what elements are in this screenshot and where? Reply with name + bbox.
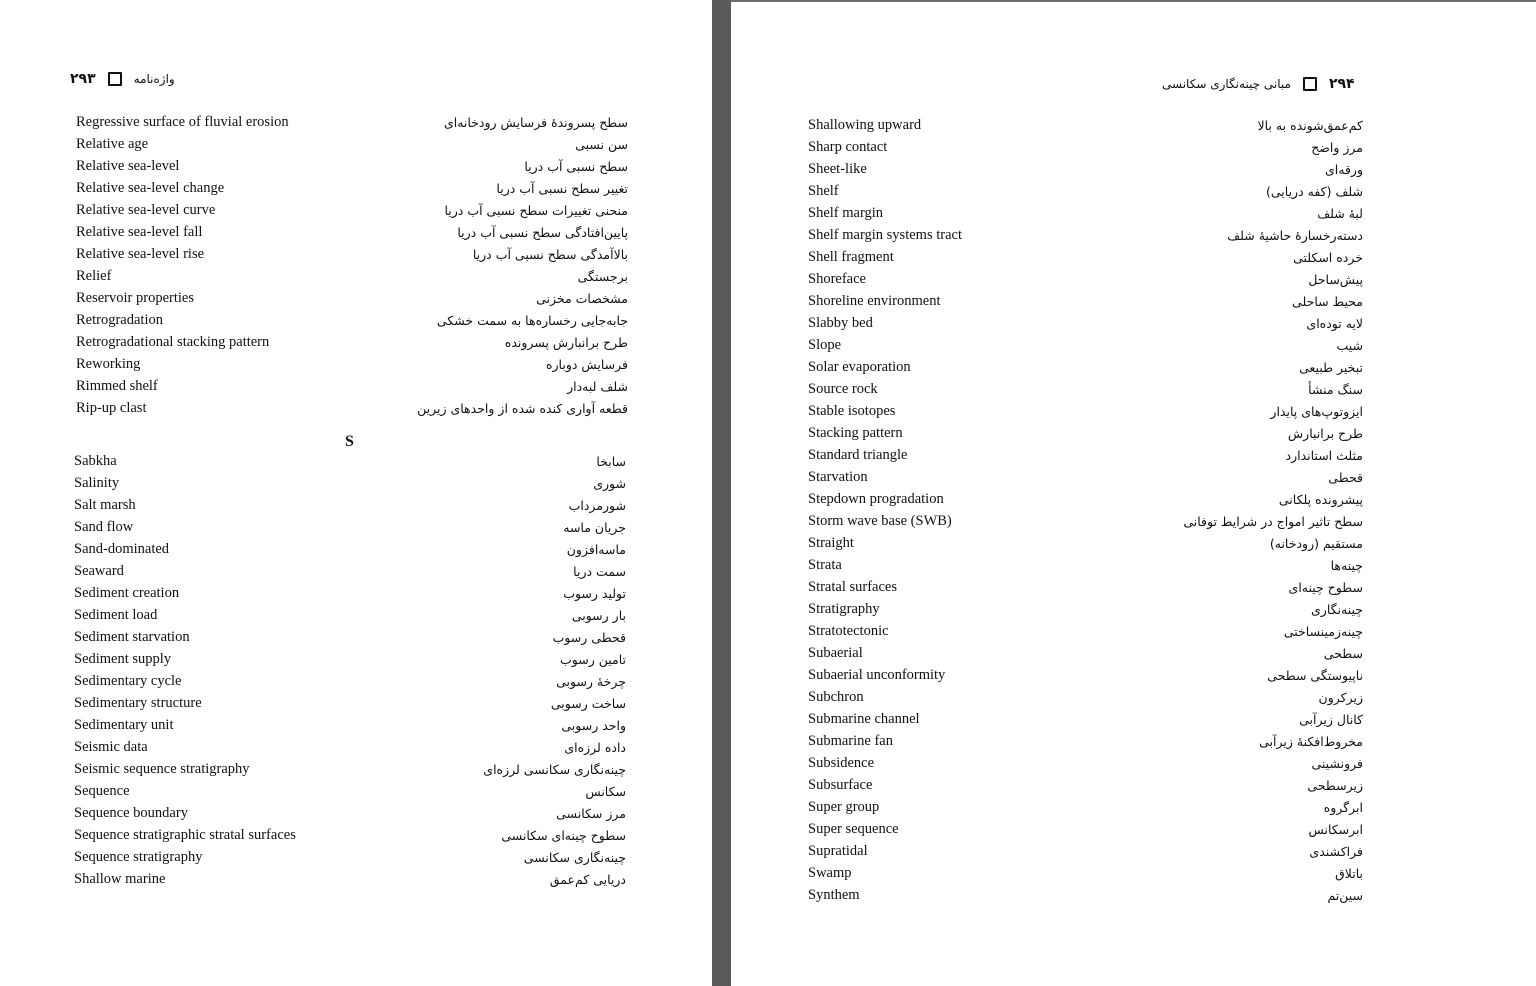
glossary-entry	[808, 884, 1363, 906]
persian-term: سمت دریا	[573, 564, 626, 579]
glossary-entry	[808, 114, 1363, 136]
glossary-entry	[808, 576, 1363, 598]
english-term: Seismic sequence stratigraphy	[74, 761, 250, 777]
persian-term: چرخهٔ رسوبی	[556, 674, 626, 689]
english-term: Stratigraphy	[808, 601, 880, 617]
persian-term: خرده اسکلتی	[1293, 250, 1363, 265]
english-term: Salt marsh	[74, 497, 136, 513]
glossary-entry	[76, 287, 628, 309]
english-term: Shoreface	[808, 271, 866, 287]
english-term: Relative sea-level curve	[76, 202, 216, 218]
glossary-entry	[76, 155, 628, 177]
english-term: Submarine fan	[808, 733, 893, 749]
persian-term: ابرگروه	[1323, 800, 1363, 815]
english-term: Synthem	[808, 887, 860, 903]
glossary-entry	[74, 604, 626, 626]
english-term: Starvation	[808, 469, 868, 485]
glossary-entry	[808, 202, 1363, 224]
english-term: Swamp	[808, 865, 852, 881]
glossary-entry	[808, 840, 1363, 862]
persian-term: مثلث استاندارد	[1285, 448, 1363, 463]
english-term: Shell fragment	[808, 249, 894, 265]
english-term: Slabby bed	[808, 315, 873, 331]
glossary-entry	[74, 450, 626, 472]
glossary-entry	[76, 177, 628, 199]
right-page	[731, 2, 1536, 986]
glossary-entry	[808, 774, 1363, 796]
glossary-list-r	[76, 111, 628, 419]
glossary-entry	[808, 554, 1363, 576]
persian-term: فرسایش دوباره	[545, 357, 628, 372]
running-title: مبانی چینه‌نگاری سکانسی	[1162, 77, 1291, 91]
persian-term: ماسه‌افزون	[566, 542, 626, 557]
english-term: Shelf margin systems tract	[808, 227, 962, 243]
persian-term: سطح پسروندهٔ فرسایش رودخانه‌ای	[443, 115, 628, 130]
glossary-entry	[76, 111, 628, 133]
english-term: Sheet-like	[808, 161, 867, 177]
glossary-list-s-continued	[808, 114, 1363, 906]
glossary-entry	[76, 397, 628, 419]
english-term: Sedimentary cycle	[74, 673, 182, 689]
glossary-entry	[74, 824, 626, 846]
english-term: Regressive surface of fluvial erosion	[76, 114, 289, 130]
persian-term: چینه‌زمینساختی	[1283, 624, 1363, 639]
persian-term: دسته‌رخسارهٔ حاشیهٔ شلف	[1227, 228, 1363, 243]
english-term: Submarine channel	[808, 711, 920, 727]
page-gutter	[712, 0, 731, 986]
english-term: Relief	[76, 268, 112, 284]
english-term: Relative sea-level	[76, 158, 180, 174]
persian-term: قطعه آواری کنده شده از واحدهای زیرین	[417, 401, 628, 416]
english-term: Sequence stratigraphy	[74, 849, 203, 865]
english-term: Shelf	[808, 183, 839, 199]
glossary-entry	[808, 312, 1363, 334]
persian-term: طرح برانبارش	[1287, 426, 1363, 441]
persian-term: ایزوتوپ‌های پایدار	[1270, 404, 1363, 419]
glossary-entry	[808, 136, 1363, 158]
english-term: Super sequence	[808, 821, 899, 837]
glossary-entry	[808, 752, 1363, 774]
english-term: Sequence	[74, 783, 130, 799]
glossary-entry	[808, 862, 1363, 884]
persian-term: طرح برانبارش پسرونده	[504, 335, 628, 350]
english-term: Sabkha	[74, 453, 117, 469]
english-term: Shallow marine	[74, 871, 166, 887]
persian-term: تامین رسوب	[560, 652, 626, 667]
english-term: Rip-up clast	[76, 400, 147, 416]
glossary-entry	[76, 199, 628, 221]
running-title: واژه‌نامه	[133, 72, 175, 86]
persian-term: مستقیم (رودخانه)	[1269, 536, 1363, 551]
persian-term: شلف لبه‌دار	[567, 379, 628, 394]
glossary-list-s	[74, 450, 626, 890]
glossary-entry	[74, 494, 626, 516]
glossary-entry	[76, 133, 628, 155]
english-term: Stratal surfaces	[808, 579, 897, 595]
persian-term: ورقه‌ای	[1324, 162, 1363, 177]
glossary-entry	[808, 422, 1363, 444]
english-term: Super group	[808, 799, 880, 815]
glossary-entry	[76, 243, 628, 265]
persian-term: بار رسوبی	[571, 608, 626, 623]
header-square-icon	[1303, 77, 1317, 91]
glossary-entry	[74, 670, 626, 692]
persian-term: واحد رسوبی	[561, 718, 626, 733]
english-term: Stable isotopes	[808, 403, 896, 419]
persian-term: سطح تاثیر امواج در شرایط توفانی	[1183, 514, 1363, 529]
persian-term: شورمرداب	[568, 498, 626, 513]
persian-term: مرز واضح	[1311, 140, 1363, 155]
persian-term: ناپیوستگی سطحی	[1267, 668, 1363, 683]
persian-term: سطوح چینه‌ای	[1288, 580, 1363, 595]
persian-term: شیب	[1336, 338, 1363, 353]
persian-term: مخروط‌افکنهٔ زیرآبی	[1259, 734, 1363, 749]
glossary-entry	[74, 582, 626, 604]
persian-term: لبهٔ شلف	[1317, 206, 1363, 221]
glossary-entry	[74, 560, 626, 582]
glossary-entry	[74, 692, 626, 714]
glossary-entry	[808, 796, 1363, 818]
glossary-entry	[808, 510, 1363, 532]
persian-term: فرونشینی	[1311, 756, 1363, 771]
glossary-entry	[808, 598, 1363, 620]
english-term: Retrogradational stacking pattern	[76, 334, 270, 350]
english-term: Stacking pattern	[808, 425, 903, 441]
left-page-header	[70, 71, 175, 87]
english-term: Relative sea-level rise	[76, 246, 205, 262]
persian-term: شلف (کفه دریایی)	[1265, 184, 1363, 199]
english-term: Shelf margin	[808, 205, 884, 221]
glossary-entry	[74, 472, 626, 494]
glossary-entry	[76, 221, 628, 243]
glossary-entry	[808, 400, 1363, 422]
english-term: Subaerial unconformity	[808, 667, 946, 683]
glossary-entry	[808, 268, 1363, 290]
glossary-entry	[808, 158, 1363, 180]
english-term: Stratotectonic	[808, 623, 889, 639]
english-term: Standard triangle	[808, 447, 908, 463]
glossary-entry	[808, 180, 1363, 202]
persian-term: منحنی تغییرات سطح نسبی آب دریا	[444, 203, 628, 218]
persian-term: چینه‌نگاری سکانسی	[523, 850, 626, 865]
english-term: Solar evaporation	[808, 359, 911, 375]
english-term: Sedimentary structure	[74, 695, 202, 711]
glossary-entry	[74, 802, 626, 824]
glossary-entry	[808, 246, 1363, 268]
persian-term: پایین‌افتادگی سطح نسبی آب دریا	[457, 225, 628, 240]
glossary-entry	[808, 224, 1363, 246]
glossary-entry	[808, 730, 1363, 752]
persian-term: بالاآمدگی سطح نسبی آب دریا	[472, 247, 628, 262]
persian-term: کم‌عمق‌شونده به بالا	[1257, 118, 1363, 133]
english-term: Retrogradation	[76, 312, 163, 328]
persian-term: فراکشندی	[1309, 844, 1363, 859]
english-term: Seaward	[74, 563, 124, 579]
english-term: Subaerial	[808, 645, 863, 661]
english-term: Sediment supply	[74, 651, 172, 667]
english-term: Relative age	[76, 136, 149, 152]
persian-term: تغییر سطح نسبی آب دریا	[496, 181, 628, 196]
glossary-entry	[74, 516, 626, 538]
english-term: Salinity	[74, 475, 120, 491]
glossary-entry	[74, 868, 626, 890]
persian-term: تبخیر طبیعی	[1299, 360, 1363, 375]
english-term: Sedimentary unit	[74, 717, 174, 733]
english-term: Shoreline environment	[808, 293, 941, 309]
glossary-entry	[808, 378, 1363, 400]
glossary-entry	[74, 626, 626, 648]
glossary-entry	[74, 538, 626, 560]
english-term: Stepdown progradation	[808, 491, 944, 507]
glossary-entry	[808, 290, 1363, 312]
english-term: Subsurface	[808, 777, 873, 793]
english-term: Shallowing upward	[808, 117, 922, 133]
glossary-entry	[808, 708, 1363, 730]
persian-term: سطوح چینه‌ای سکانسی	[501, 828, 626, 843]
glossary-entry	[808, 664, 1363, 686]
english-term: Storm wave base (SWB)	[808, 513, 952, 529]
persian-term: داده لرزه‌ای	[564, 740, 626, 755]
persian-term: پیش‌ساحل	[1308, 272, 1363, 287]
glossary-entry	[74, 758, 626, 780]
persian-term: چینه‌نگاری	[1311, 602, 1363, 617]
glossary-entry	[76, 331, 628, 353]
english-term: Rimmed shelf	[76, 378, 158, 394]
persian-term: محیط ساحلی	[1292, 294, 1363, 309]
glossary-entry	[808, 356, 1363, 378]
glossary-entry	[74, 780, 626, 802]
english-term: Sand-dominated	[74, 541, 170, 557]
glossary-entry	[76, 309, 628, 331]
english-term: Relative sea-level change	[76, 180, 225, 196]
glossary-entry	[76, 375, 628, 397]
persian-term: ساخت رسوبی	[550, 696, 626, 711]
persian-term: چینه‌نگاری سکانسی لرزه‌ای	[483, 762, 626, 777]
persian-term: کانال زیرآبی	[1299, 712, 1363, 727]
glossary-entry	[74, 714, 626, 736]
glossary-entry	[76, 265, 628, 287]
section-letter: S	[345, 433, 354, 450]
glossary-entry	[74, 736, 626, 758]
english-term: Straight	[808, 535, 854, 551]
persian-term: مشخصات مخزنی	[536, 291, 628, 306]
persian-term: جابه‌جایی رخساره‌ها به سمت خشکی	[436, 313, 628, 328]
english-term: Slope	[808, 337, 842, 353]
persian-term: باتلاق	[1335, 866, 1363, 881]
english-term: Sequence stratigraphic stratal surfaces	[74, 827, 296, 843]
english-term: Reservoir properties	[76, 290, 194, 306]
page-number: ۲۹۴	[1328, 76, 1355, 92]
persian-term: سنگ منشأ	[1308, 382, 1363, 397]
persian-term: سین‌تم	[1327, 888, 1363, 903]
glossary-entry	[808, 620, 1363, 642]
persian-term: سطح نسبی آب دریا	[524, 159, 628, 174]
persian-term: لایه توده‌ای	[1306, 316, 1363, 331]
header-square-icon	[108, 72, 122, 86]
persian-term: سکانس	[585, 784, 626, 799]
persian-term: شوری	[593, 476, 626, 491]
glossary-entry	[808, 334, 1363, 356]
persian-term: دریایی کم‌عمق	[549, 872, 626, 887]
english-term: Subchron	[808, 689, 864, 705]
persian-term: تولید رسوب	[563, 586, 626, 601]
english-term: Sediment starvation	[74, 629, 190, 645]
persian-term: مرز سکانسی	[556, 806, 626, 821]
persian-term: برجستگی	[577, 269, 628, 284]
english-term: Relative sea-level fall	[76, 224, 203, 240]
english-term: Subsidence	[808, 755, 875, 771]
glossary-entry	[808, 532, 1363, 554]
persian-term: سن نسبی	[575, 137, 628, 152]
left-page	[0, 0, 712, 986]
glossary-entry	[808, 642, 1363, 664]
page-number: ۲۹۳	[70, 71, 96, 87]
english-term: Sharp contact	[808, 139, 888, 155]
glossary-entry	[76, 353, 628, 375]
persian-term: قحطی رسوب	[552, 630, 626, 645]
persian-term: جریان ماسه	[563, 520, 626, 535]
glossary-entry	[74, 648, 626, 670]
english-term: Sediment creation	[74, 585, 180, 601]
persian-term: زیرکرون	[1318, 690, 1363, 705]
persian-term: سطحی	[1323, 646, 1363, 661]
persian-term: سابخا	[596, 454, 626, 469]
english-term: Sequence boundary	[74, 805, 188, 821]
persian-term: پیشرونده پلکانی	[1278, 492, 1363, 507]
persian-term: زیرسطحی	[1307, 778, 1363, 793]
glossary-entry	[808, 686, 1363, 708]
english-term: Strata	[808, 557, 842, 573]
glossary-entry	[74, 846, 626, 868]
glossary-entry	[808, 466, 1363, 488]
english-term: Sand flow	[74, 519, 134, 535]
english-term: Sediment load	[74, 607, 158, 623]
english-term: Supratidal	[808, 843, 868, 859]
glossary-entry	[808, 818, 1363, 840]
persian-term: ابرسکانس	[1308, 822, 1363, 837]
persian-term: چینه‌ها	[1330, 558, 1363, 573]
persian-term: قحطی	[1328, 470, 1363, 485]
glossary-entry	[808, 444, 1363, 466]
english-term: Source rock	[808, 381, 878, 397]
english-term: Reworking	[76, 356, 141, 372]
right-page-header	[1162, 76, 1355, 92]
english-term: Seismic data	[74, 739, 148, 755]
glossary-entry	[808, 488, 1363, 510]
